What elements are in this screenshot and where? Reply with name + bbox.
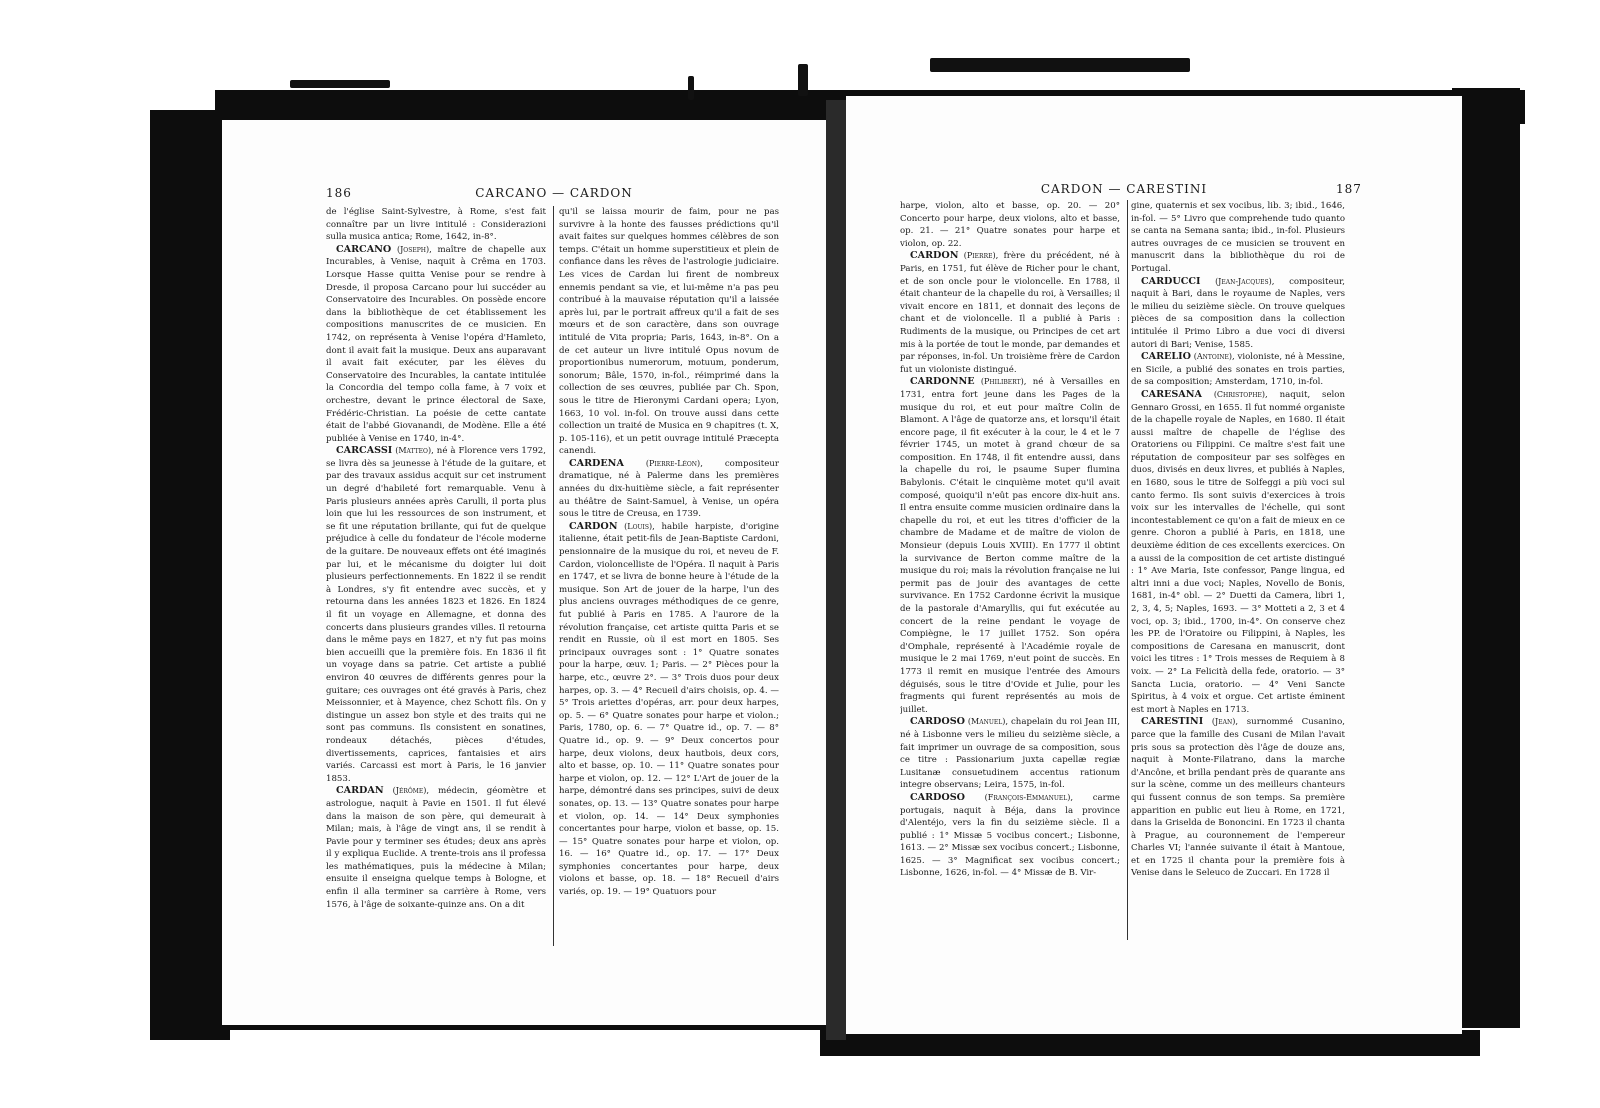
entry-headword: CARESTINI xyxy=(1141,716,1204,728)
entry-text: , frère du précédent, né à Paris, en 1751, fut élève de Richer pour le chant, et de son oncle pour le violoncelle. En 1788, il était chanteur de la chapelle du roi, à Versailles; il vivait encore en 1811, et donnait des leçons de chant et de violoncelle. Il a publié à Paris : Rudiments de la musique, ou Principes de cet art mis à la portée de tout le monde, par demandes et par réponses, in-fol. Un troisième frère de Cardon fut un violoniste distingué. xyxy=(900,251,1120,375)
entry-headword: CARCANO xyxy=(336,243,392,255)
entry-text: , maître de chapelle aux Incurables, à Venise, naquit à Crêma en 1703. Lorsque Hasse quitta Venise pour se rendre à Dresde, il proposa Carcano pour lui succéder au Conservatoire des Incurables. On possède encore dans la bibliothèque de cet établissement les compositions manuscrites de ce musicien. En 1742, on représenta à Venise l'opéra d'Hamleto, dont il avait fait la musique. Deux ans auparavant il avait fait exécuter, par les élèves du Conservatoire des Incurables, la cantate intitulée la Concordia del tempo colla fame, à 7 voix et orchestre, devant le prince électoral de Saxe, Frédéric-Christian. La poésie de cette cantate était de l'abbé Giovanandi, de Modène. Elle a été publiée à Venise en 1740, in-4°. xyxy=(326,244,546,444)
entry-text: , carme portugais, naquit à Béja, dans la province d'Alentéjo, vers la fin du seizième siècle. Il a publié : 1° Missæ 5 vocibus concert.; Lisbonne, 1613. — 2° Missæ sex vocibus concert.; Lisbonne, 1625. — 3° Magnificat sex vocibus concert.; Lisbonne, 1626, in-fol. — 4° Missæ de B. Vir- xyxy=(900,792,1120,879)
left-running-title: CARCANO — CARDON xyxy=(475,186,633,200)
entry-headword: CARCASSI xyxy=(336,445,393,457)
entry-continuation xyxy=(900,200,1120,250)
entry-text: de l'église Saint-Sylvestre, à Rome, s'est fait connaître par un livre intitulé : Considerazioni sulla musica antica; Rome, 1642, in-8°. xyxy=(326,207,546,243)
book-gutter xyxy=(826,100,846,1040)
right-column-2 xyxy=(1131,200,1345,1020)
dictionary-entry xyxy=(1131,351,1345,389)
entry-given-name: (Antoine) xyxy=(1193,352,1232,362)
entry-text: , surnommé Cusanino, parce que la famille des Cusani de Milan l'avait pris sous sa protection dès l'âge de douze ans, naquit à Monte-Filatrano, dans la marche d'Ancône, et brilla pendant près de quarante ans sur la scène, comme un des meilleurs chanteurs qui fussent connus de son temps. Sa première apparition en public eut lieu à Rome, en 1721, dans la Griselda de Bononcini. En 1723 il chanta à Prague, au couronnement de l'empereur Charles VI; l'année suivante il était à Mantoue, et en 1725 il chanta pour la première fois à Venise dans le Seleuco de Zuccari. En 1728 il xyxy=(1131,717,1345,879)
entry-headword: CARDOSO xyxy=(910,716,966,728)
entry-given-name: (Jean) xyxy=(1211,717,1236,727)
dictionary-entry xyxy=(326,445,546,785)
entry-text: , médecin, géomètre et astrologue, naquit à Pavie en 1501. Il fut élevé dans la maison de son père, qui demeurait à Milan; mais, à l'âge de vingt ans, il se rendit à Pavie pour y terminer ses études; deux ans après il y expliqua Euclide. A trente-trois ans il professa les mathématiques, puis la médecine à Milan; ensuite il enseigna quelque temps à Bologne, et enfin il alla terminer sa carrière à Rome, vers 1576, à l'âge de soixante-quinze ans. On a dit xyxy=(326,786,546,910)
scan-edge-right xyxy=(1452,88,1520,1028)
right-running-head xyxy=(846,182,1462,200)
right-page xyxy=(846,96,1462,1034)
entry-headword: CARELIO xyxy=(1141,351,1191,363)
right-column-1 xyxy=(900,200,1120,1020)
entry-text: qu'il se laissa mourir de faim, pour ne pas survivre à la honte des fausses prédictions qu'il avait faites sur quelques hommes célèbres de son temps. C'était un homme superstitieux et plein de confiance dans les rêves de l'astrologie judiciaire. Les vices de Cardan lui firent de nombreux ennemis pendant sa vie, et lui-même n'a pas peu contribué à la mauvaise réputation qu'il a laissée après lui, par le portrait affreux qu'il a fait de ses mœurs et de son caractère, dans son ouvrage intitulé de Vita propria; Paris, 1643, in-8°. On a de cet auteur un livre intitulé Opus novum de proportionibus numerorum, motuum, ponderum, sonorum; Bâle, 1570, in-fol., réimprimé dans la collection de ses œuvres, publiée par Ch. Spon, sous le titre de Hieronymi Cardani opera; Lyon, 1663, 10 vol. in-fol. On trouve aussi dans cette collection un traité de Musica en 9 chapitres (t. X, p. 105-116), et un petit ouvrage intitulé Præcepta canendi. xyxy=(559,207,779,457)
dictionary-entry xyxy=(1131,716,1345,880)
entry-given-name: (Matteo) xyxy=(395,446,432,456)
entry-given-name: (François-Emmanuel) xyxy=(984,792,1071,802)
entry-headword: CARDOSO xyxy=(910,791,966,803)
entry-text: , chapelain du roi Jean III, né à Lisbonne vers le milieu du seizième siècle, a fait imprimer un ouvrage de sa composition, sous ce titre : Passionarium juxta capellæ regiæ Lusitanæ consuetudinem accentus rationum integre observans; Leira, 1575, in-fol. xyxy=(900,717,1120,791)
entry-text: , né à Florence vers 1792, se livra dès sa jeunesse à l'étude de la guitare, et par des travaux assidus acquit sur cet instrument un degré d'habileté fort remarquable. Venu à Paris plusieurs années après Carulli, il porta plus loin que lui les ressources de son instrument, et se fit une réputation brillante, qui fut de quelque préjudice à celle du fondateur de l'école moderne de la guitare. De nouveaux effets ont été imaginés par lui, et le mécanisme du doigter lui doit plusieurs perfectionnements. En 1822 il se rendit à Londres, s'y fit entendre avec succès, et y retourna dans les années 1823 et 1826. En 1824 il fit un voyage en Allemagne, et donna des concerts dans plusieurs grandes villes. Il retourna dans le même pays en 1827, et n'y fut pas moins bien accueilli que la première fois. En 1836 il fit un voyage dans sa patrie. Cet artiste a publié environ 40 œuvres de différents genres pour la guitare; ces ouvrages ont été gravés à Paris, chez Meissonnier, et à Mayence, chez Schott fils. On y distingue un assez bon style et des traits qui ne sont pas communs. Ils consistent en sonatines, rondeaux détachés, pièces d'études, divertissements, caprices, fantaisies et airs variés. Carcassi est mort à Paris, le 16 janvier 1853. xyxy=(326,446,546,784)
entry-given-name: (Manuel) xyxy=(967,717,1006,727)
left-column-1 xyxy=(326,206,546,1025)
dictionary-entry xyxy=(326,785,546,911)
right-running-title: CARDON — CARESTINI xyxy=(1040,182,1208,196)
entry-continuation xyxy=(559,206,779,458)
entry-given-name: (Pierre) xyxy=(963,251,996,261)
dictionary-entry xyxy=(559,521,779,899)
entry-headword: CARESANA xyxy=(1141,388,1202,400)
scan-mark xyxy=(688,76,694,100)
scan-mark xyxy=(930,58,1190,72)
entry-given-name: (Jérôme) xyxy=(392,786,427,796)
entry-continuation xyxy=(326,206,546,244)
entry-given-name: (Philibert) xyxy=(980,377,1024,387)
entry-text: gine, quaternis et sex vocibus, lib. 3; ibid., 1646, in-fol. — 5° Livro que comprehende tudo quanto se canta na Semana santa; ibid., in-fol. Plusieurs autres ouvrages de ce musicien se trouvent en manuscrit dans la bibliothèque du roi de Portugal. xyxy=(1131,201,1345,274)
dictionary-entry xyxy=(1131,276,1345,352)
left-page xyxy=(222,120,826,1025)
entry-text: , habile harpiste, d'origine italienne, était petit-fils de Jean-Baptiste Cardoni, pensionnaire de la musique du roi, et neveu de F. Cardon, violoncelliste de l'Opéra. Il naquit à Paris en 1747, et se livra de bonne heure à l'étude de la musique. Son Art de jouer de la harpe, l'un des plus anciens ouvrages méthodiques de ce genre, fut publié à Paris en 1785. A l'aurore de la révolution française, cet artiste quitta Paris et se rendit en Russie, où il est mort en 1805. Ses principaux ouvrages sont : 1° Quatre sonates pour la harpe, œuv. 1; Paris. — 2° Pièces pour la harpe, etc., œuvre 2°. — 3° Trois duos pour deux harpes, op. 3. — 4° Recueil d'airs choisis, op. 4. — 5° Trois ariettes d'opéras, arr. pour deux harpes, op. 5. — 6° Quatre sonates pour harpe et violon.; Paris, 1780, op. 6. — 7° Quatre id., op. 7. — 8° Quatre id., op. 9. — 9° Deux concertos pour harpe, deux violons, deux hautbois, deux cors, alto et basse, op. 10. — 11° Quatre sonates pour harpe et violon, op. 12. — 12° L'Art de jouer de la harpe, démontré dans ses principes, suivi de deux sonates, op. 13. — 13° Quatre sonates pour harpe et violon, op. 14. — 14° Deux symphonies concertantes pour harpe, violon et basse, op. 15. — 15° Quatre sonates pour harpe et violon, op. 16. — 16° Quatre id., op. 17. — 17° Deux symphonies concertantes pour harpe, deux violons et basse, op. 18. — 18° Recueil d'airs variés, op. 19. — 19° Quatuors pour xyxy=(559,521,779,898)
entry-headword: CARDUCCI xyxy=(1141,275,1201,287)
entry-given-name: (Pierre-Léon) xyxy=(645,458,701,468)
entry-headword: CARDON xyxy=(569,520,618,532)
entry-continuation xyxy=(1131,200,1345,276)
dictionary-entry xyxy=(900,792,1120,880)
dictionary-entry xyxy=(1131,389,1345,716)
dictionary-entry xyxy=(559,458,779,521)
entry-text: , compositeur, naquit à Bari, dans le royaume de Naples, vers le milieu du seizième siècle. On trouve quelques pièces de sa composition dans la collection intitulée il Primo Libro a due voci di diversi autori di Bari; Venise, 1585. xyxy=(1131,276,1345,350)
entry-text: , naquit, selon Gennaro Grossi, en 1655. Il fut nommé organiste de la chapelle royale de Naples, en 1680. Il était aussi maître de chapelle de l'église des Oratoriens ou Filippini. Ce maître s'est fait une réputation de compositeur par ses solfèges en duos, divisés en deux livres, et publiés à Naples, en 1680, sous le titre de Solfeggi a più voci sul canto fermo. Ils sont suivis d'exercices à trois voix sur les intervalles de l'échelle, qui sont incontestablement ce qu'on a fait de mieux en ce genre. Choron a publié à Paris, en 1818, une deuxième édition de ces excellents exercices. On a aussi de la composition de cet artiste distingué : 1° Ave Maria, Iste confessor, Pange lingua, ed altri inni a due voci; Naples, Novello de Bonis, 1681, in-4° obl. — 2° Duetti da Camera, libri 1, 2, 3, 4, 5; Naples, 1693. — 3° Motteti a 2, 3 et 4 voci, op. 3; ibid., 1700, in-4°. On conserve chez les PP. de l'Oratoire ou Filippini, à Naples, les compositions de Caresana en manuscrit, dont voici les titres : 1° Trois messes de Requiem à 8 voix. — 2° La Felicità della fede, oratorio. — 3° Sancta Lucia, oratorio. — 4° Veni Sancte Spiritus, à 4 voix et orgue. Cet artiste éminent est mort à Naples en 1713. xyxy=(1131,389,1345,715)
scan-mark xyxy=(290,80,390,88)
left-page-number: 186 xyxy=(326,186,352,200)
column-rule xyxy=(1127,200,1128,940)
column-rule xyxy=(553,206,554,946)
entry-headword: CARDON xyxy=(910,250,959,262)
dictionary-entry xyxy=(900,250,1120,376)
left-column-2 xyxy=(559,206,779,1025)
entry-given-name: (Louis) xyxy=(624,521,653,531)
entry-headword: CARDAN xyxy=(336,785,384,797)
dictionary-entry xyxy=(900,716,1120,792)
entry-text: , né à Versailles en 1731, entra fort jeune dans les Pages de la musique du roi, et eut pour maître Colin de Blamont. A l'âge de quatorze ans, et lorsqu'il était encore page, il fit exécuter à la cour, le 4 et le 7 février 1745, un motet à grand chœur de sa composition. En 1748, il fit entendre aussi, dans la chapelle du roi, le psaume Super flumina Babylonis. C'était le cinquième motet qu'il avait composé, quoiqu'il n'eût pas encore dix-huit ans. Il entra ensuite comme musicien ordinaire dans la chapelle du roi, et eut les titres d'officier de la chambre de Madame et de maître de violon de Monsieur (depuis Louis XVIII). En 1777 il obtint la survivance de Berton comme maître de la musique du roi; mais la révolution française ne lui permit pas de jouir des avantages de cette survivance. En 1752 Cardonne écrivit la musique de la pastorale d'Amaryllis, qui fut exécutée au concert de la reine pendant le voyage de Compiègne, le 17 juillet 1752. Son opéra d'Omphale, représenté à l'Académie royale de musique le 2 mai 1769, n'eut point de succès. En 1773 il remit en musique l'entrée des Amours déguisés, sous le titre d'Ovide et Julie, pour les fragments qui furent représentés au mois de juillet. xyxy=(900,377,1120,715)
entry-given-name: (Jean-Jacques) xyxy=(1215,276,1272,286)
dictionary-entry xyxy=(900,376,1120,716)
scan-edge-left xyxy=(150,110,230,1040)
entry-headword: CARDENA xyxy=(569,457,624,469)
entry-text: , compositeur dramatique, né à Palerme dans les premières années du dix-huitième siècle, a fait représenter au théâtre de Saint-Samuel, à Venise, un opéra sous le titre de Creusa, en 1739. xyxy=(559,458,779,520)
right-page-number: 187 xyxy=(1336,182,1362,196)
scan-mark xyxy=(798,64,808,96)
entry-text: , violoniste, né à Messine, en Sicile, a publié des sonates en trois parties, de sa composition; Amsterdam, 1710, in-fol. xyxy=(1131,352,1345,388)
entry-headword: CARDONNE xyxy=(910,376,975,388)
entry-text: harpe, violon, alto et basse, op. 20. — 20° Concerto pour harpe, deux violons, alto et basse, op. 21. — 21° Quatre sonates pour harpe et violon, op. 22. xyxy=(900,201,1120,249)
entry-given-name: (Joseph) xyxy=(396,244,430,254)
dictionary-entry xyxy=(326,244,546,446)
entry-given-name: (Christophe) xyxy=(1213,389,1265,399)
left-running-head xyxy=(222,186,826,204)
